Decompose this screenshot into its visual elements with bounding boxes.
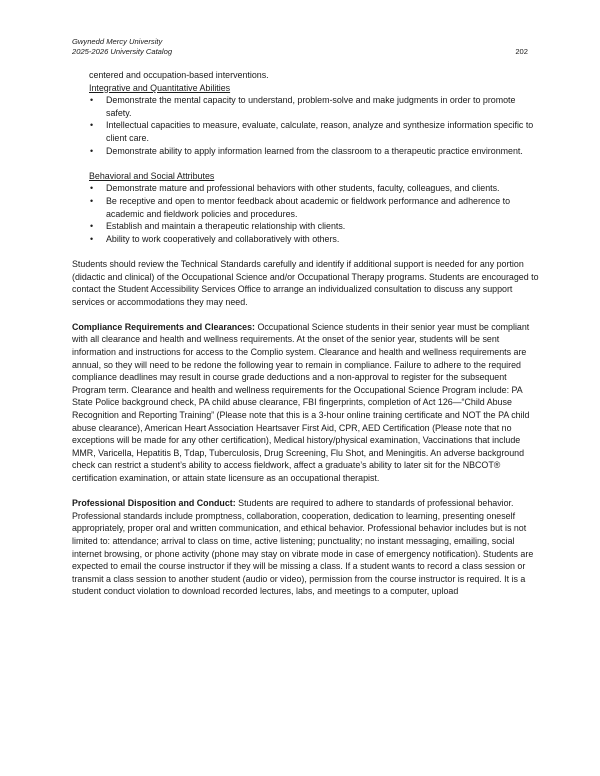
list-item: • Ability to work cooperatively and collaboratively with others. <box>72 233 540 246</box>
integrative-heading: Integrative and Quantitative Abilities <box>89 82 231 93</box>
compliance-paragraph <box>72 321 540 485</box>
page-number: 202 <box>515 47 528 56</box>
behavioral-list <box>72 182 540 245</box>
catalog-title: 2025-2026 University Catalog <box>72 47 173 56</box>
list-item: • Demonstrate the mental capacity to understand, problem-solve and make judgments in order to promote safety. <box>72 94 540 119</box>
compliance-heading: Compliance Requirements and Clearances: <box>72 321 255 332</box>
list-item: • Be receptive and open to mentor feedback about academic or fieldwork performance and adherence to academic and fieldwork policies and procedures. <box>72 195 540 220</box>
compliance-text: Occupational Science students in their senior year must be compliant with all clearance and health and wellness requirements. At the onset of the senior year, students will be sent information and instructions for access to the Complio system. Clearance and health and wellness requirements are annual, so they will need to be redone the following year to remain in compliance. Failure to adhere to the required compliance deadlines may result in course grade deductions and a non-approval to register for the subsequent Program term. Clearance and health and wellness requirements for the Occupational Science Program include: PA State Police background check, PA child abuse clearance, FBI fingerprints, completion of Act 126—“Child Abuse Recognition and Reporting Training” (Please note that this is a 3-hour online training certificate and NOT the PA child abuse clearance), American Heart Association Heartsaver First Aid, CPR, AED Certification (Please note that no exceptions will be made for any other certification), Medical history/physical examination, Vaccinations that include MMR, Varicella, Hepatitis B, Tdap, Tuberculosis, Drug Screening, Flu Shot, and Meningitis. An adverse background check can restrict a student’s ability to access fieldwork, affect a graduate’s ability to later sit for the NBCOT® certification examination, or attain state licensure as an occupational therapist. <box>72 321 530 483</box>
university-name: Gwynedd Mercy University <box>72 37 163 46</box>
behavioral-heading: Behavioral and Social Attributes <box>89 170 215 181</box>
integrative-list <box>72 94 540 157</box>
continued-line: centered and occupation-based interventions. <box>89 70 269 80</box>
list-item: • Establish and maintain a therapeutic relationship with clients. <box>72 220 540 233</box>
review-paragraph: Students should review the Technical Standards carefully and identify if additional support is needed for any portion (didactic and clinical) of the Occupational Science and/or Occupational Therapy programs. Students are encouraged to contact the Student Accessibility Services Office to arrange an individualized consultation to discuss any support services or accommodations they may need. <box>72 258 539 307</box>
page-body <box>72 69 540 598</box>
list-item: • Demonstrate mature and professional behaviors with other students, faculty, colleagues, and clients. <box>72 182 540 195</box>
disposition-heading: Professional Disposition and Conduct: <box>72 498 236 509</box>
list-item: • Demonstrate ability to apply information learned from the classroom to a therapeutic practice environment. <box>72 145 540 158</box>
disposition-paragraph <box>72 497 540 598</box>
disposition-text: Students are required to adhere to standards of professional behavior. Professional standards include promptness, collaboration, cooperation, dedication to learning, presenting oneself appropriately, proper oral and written communication, and ethical behavior. Professional behavior includes but is not limited to: attendance; arrival to class on time, active listening; punctuality; no instant messaging, emailing, social internet browsing, or phone activity (phone may stay on vibrate mode in case of emergency notification). Students are expected to email the course instructor if they will be missing a class. If a student wants to record a class session or transmit a class session to another student (audio or video), permission from the course instructor is required. It is a student conduct violation to download recorded lectures, labs, and meetings to a computer, upload <box>72 498 534 597</box>
list-item: • Intellectual capacities to measure, evaluate, calculate, reason, analyze and synthesize information specific to client care. <box>72 119 540 144</box>
page-header <box>72 37 528 57</box>
